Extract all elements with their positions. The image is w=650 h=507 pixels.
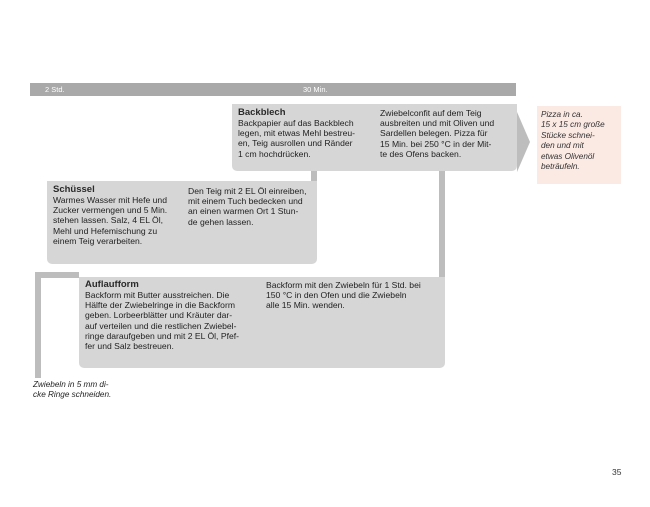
time-label-30min: 30 Min.	[303, 85, 328, 94]
page-number: 35	[612, 467, 622, 477]
final-note: Pizza in ca. 15 x 15 cm große Stücke schnei- den und mit etwas Olivenöl beträufeln.	[541, 110, 605, 172]
start-note: Zwiebeln in 5 mm di- cke Ringe schneiden.	[33, 380, 112, 399]
time-label-start: 2 Std.	[45, 85, 65, 94]
step-right-text-backblech: Zwiebelconfit auf dem Teig ausbreiten und mit Oliven und Sardellen belegen. Pizza für 15 Min. bei 250 °C in der Mit- te des Ofens backen.	[380, 108, 495, 159]
step-text-backblech: Backpapier auf das Backblech legen, mit etwas Mehl bestreu- en, Teig ausrollen und Ränder 1 cm hochdrücken.	[238, 118, 356, 159]
step-backblech	[238, 107, 355, 159]
step-right-text-schuessel: Den Teig mit 2 EL Öl einreiben, mit einem Tuch bedecken und an einen warmen Ort 1 Stun- de gehen lassen.	[188, 186, 307, 227]
step-right-text-auflaufform: Backform mit den Zwiebeln für 1 Std. bei 150 °C in den Ofen und die Zwiebeln alle 15 Min. wenden.	[266, 280, 421, 311]
step-schuessel	[53, 184, 167, 246]
step-title-auflaufform: Auflaufform	[85, 279, 139, 290]
step-title-schuessel: Schüssel	[53, 184, 95, 195]
step-text-schuessel: Warmes Wasser mit Hefe und Zucker vermengen und 5 Min. stehen lassen. Salz, 4 EL Öl, Mehl und Hefemischung zu einem Teig verarbeiten.	[53, 195, 168, 246]
connector-start-auflaufform	[38, 275, 79, 378]
step-title-backblech: Backblech	[238, 107, 286, 118]
arrow-to-final	[517, 112, 530, 172]
step-text-auflaufform: Backform mit Butter ausstreichen. Die Hälfte der Zwiebelringe in die Backform geben. Lorbeerblätter und Kräuter dar- auf verteilen und die restlichen Zwiebel- ringe daraufgeben und mit 2 EL Öl, Pfef- fer und Salz bestreuen.	[85, 290, 239, 352]
step-auflaufform	[85, 279, 239, 351]
